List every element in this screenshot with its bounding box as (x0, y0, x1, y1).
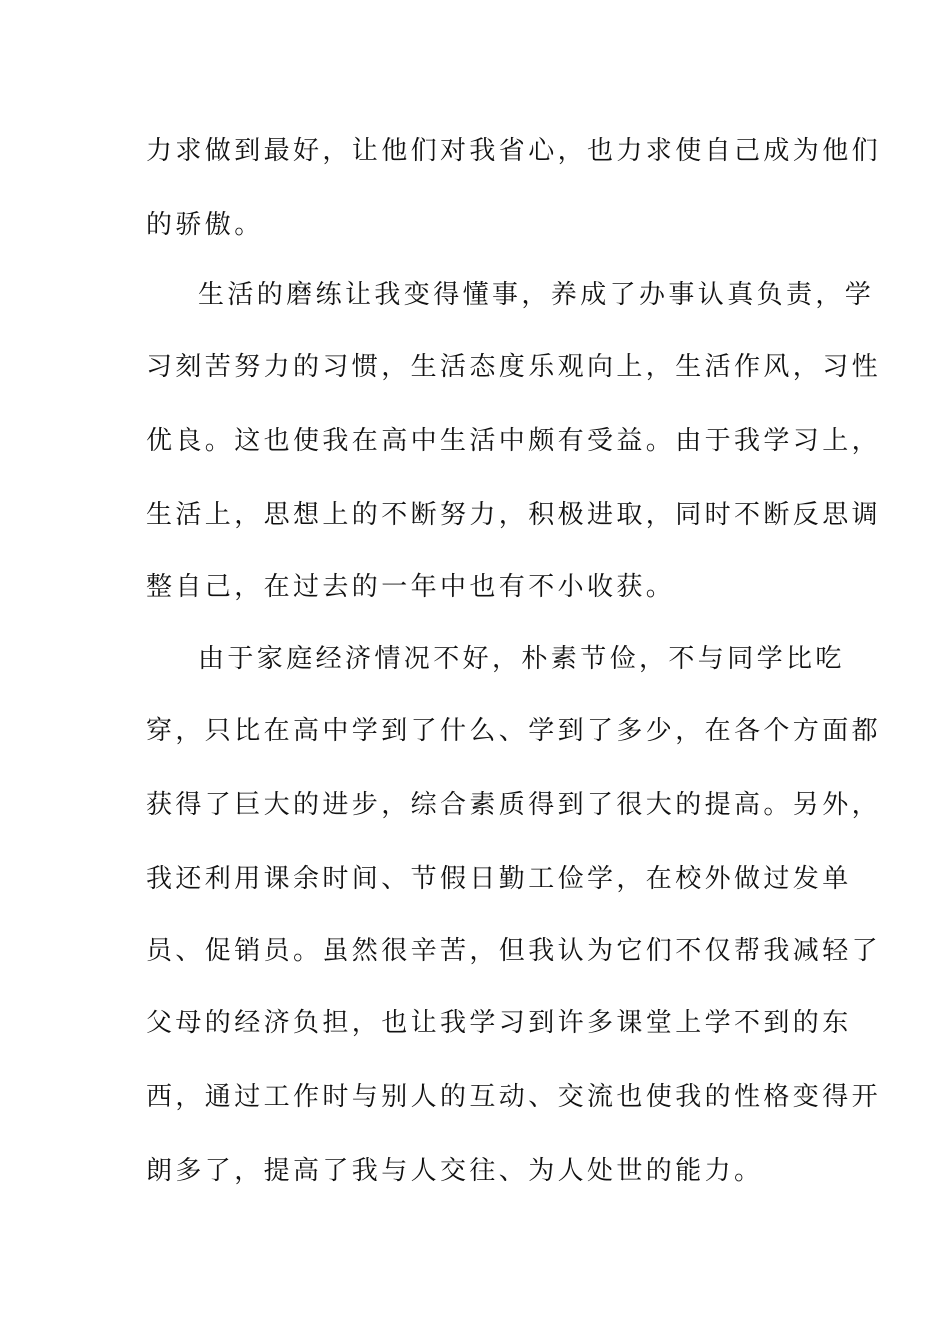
text-line: 穿，只比在高中学到了什么、学到了多少，在各个方面都 (146, 716, 882, 746)
text-line: 我还利用课余时间、节假日勤工俭学，在校外做过发单 (146, 864, 852, 894)
text-line: 员、促销员。虽然很辛苦，但我认为它们不仅帮我减轻了 (146, 936, 882, 966)
text-line: 朗多了，提高了我与人交往、为人处世的能力。 (146, 1156, 764, 1186)
text-line: 西，通过工作时与别人的互动、交流也使我的性格变得开 (146, 1082, 882, 1112)
text-line: 优良。这也使我在高中生活中颇有受益。由于我学习上， (146, 426, 882, 456)
paragraph-first-line: 由于家庭经济情况不好，朴素节俭，不与同学比吃 (198, 644, 845, 674)
text-line: 父母的经济负担，也让我学习到许多课堂上学不到的东 (146, 1008, 852, 1038)
text-line: 力求做到最好，让他们对我省心，也力求使自己成为他们 (146, 136, 882, 166)
text-line: 获得了巨大的进步，综合素质得到了很大的提高。另外， (146, 790, 882, 820)
text-line: 整自己，在过去的一年中也有不小收获。 (146, 572, 676, 602)
text-line: 生活上，思想上的不断努力，积极进取，同时不断反思调 (146, 500, 882, 530)
paragraph-first-line: 生活的磨练让我变得懂事，养成了办事认真负责，学 (198, 280, 875, 310)
text-line: 习刻苦努力的习惯，生活态度乐观向上，生活作风，习性 (146, 352, 882, 382)
text-line: 的骄傲。 (146, 210, 264, 240)
